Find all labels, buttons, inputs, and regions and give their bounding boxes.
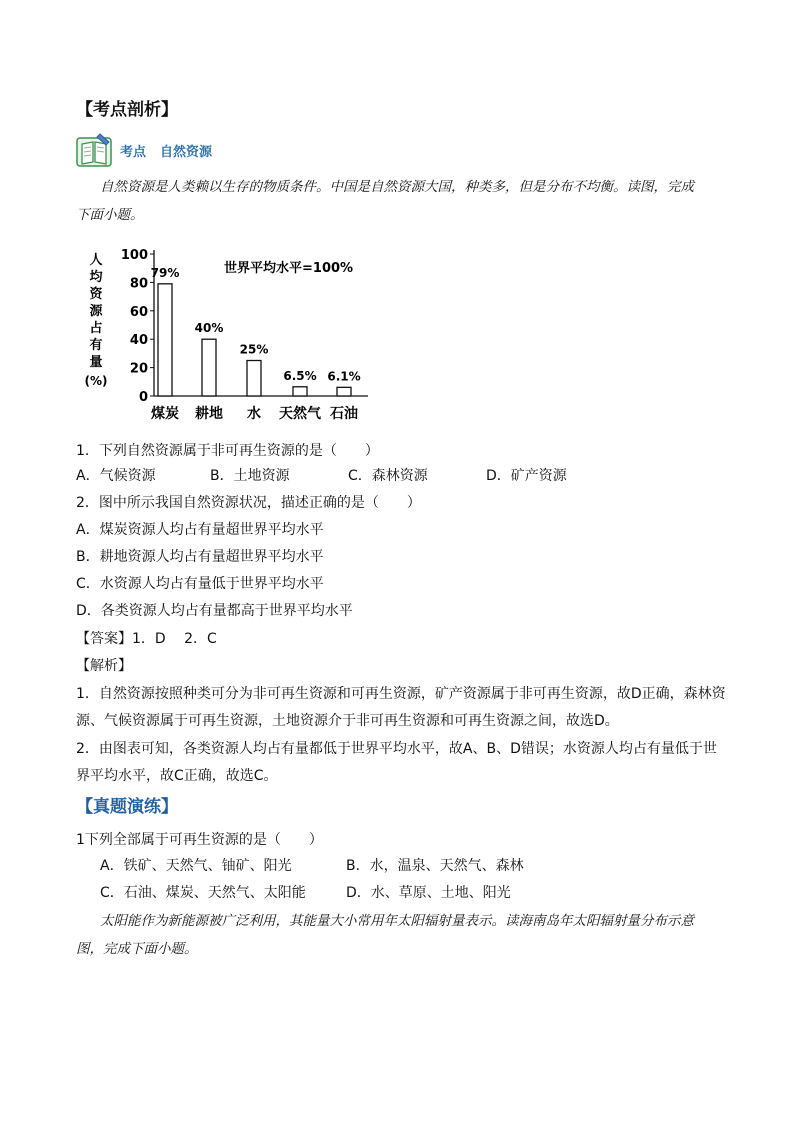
kaodian-tag: 考点	[120, 144, 147, 160]
y-axis-label-char: 有	[89, 338, 103, 353]
q3-option-a: A．铁矿、天然气、铀矿、阳光	[100, 858, 292, 874]
bar	[158, 284, 172, 396]
q3-option-b: B．水，温泉、天然气、森林	[346, 858, 524, 874]
y-axis-label-char: 资	[89, 287, 103, 302]
y-tick-label: 0	[138, 390, 148, 405]
q1-option-b: B．土地资源	[210, 468, 290, 484]
bar-value-label: 79%	[150, 265, 180, 280]
x-tick-label: 煤炭	[151, 406, 179, 422]
y-tick-label: 20	[129, 361, 148, 377]
analysis-p2-line-2: 界平均水平，故C正确，故选C。	[76, 768, 278, 784]
kaodian-header	[76, 132, 212, 168]
analysis-title: 【解析】	[76, 658, 132, 674]
y-axis-label	[85, 253, 108, 388]
q2-stem: 2．图中所示我国自然资源状况，描述正确的是（ ）	[76, 495, 421, 511]
bar	[337, 387, 351, 396]
x-tick-label: 石油	[330, 406, 358, 422]
q2-option-c: C．水资源人均占有量低于世界平均水平	[76, 576, 324, 592]
q3-option-c: C．石油、煤炭、天然气、太阳能	[100, 885, 306, 901]
kaodian-label	[120, 141, 212, 160]
q1-stem: 1．下列自然资源属于非可再生资源的是（ ）	[76, 443, 379, 459]
solar-intro-line-1: 太阳能作为新能源被广泛利用，其能量大小常用年太阳辐射量表示。读海南岛年太阳辐射量分布示意	[100, 913, 694, 929]
analysis-p1-line-1: 1．自然资源按照种类可分为非可再生资源和可再生资源，矿产资源属于非可再生资源，故D正确，森林资	[76, 686, 726, 702]
x-tick-label: 天然气	[279, 406, 321, 422]
intro-line-2: 下面小题。	[76, 207, 144, 223]
kaodian-topic: 自然资源	[160, 144, 213, 160]
section-title-analysis: 【考点剖析】	[76, 100, 178, 120]
y-axis-label-char: 均	[89, 270, 103, 285]
intro-line-1: 自然资源是人类赖以生存的物质条件。中国是自然资源大国，种类多，但是分布不均衡。读图，完成	[100, 179, 694, 195]
bar-value-label: 6.5%	[283, 368, 317, 383]
y-axis-label-char: 源	[89, 304, 103, 319]
chart-annotation: 世界平均水平=100%	[224, 261, 354, 276]
analysis-p1-line-2: 源、气候资源属于可再生资源，土地资源介于非可再生资源和可再生资源之间，故选D。	[76, 713, 619, 729]
y-axis-label-char: 人	[89, 253, 103, 268]
y-axis-label-char: 占	[89, 321, 103, 336]
section-title-practice: 【真题演练】	[76, 797, 178, 817]
bar-value-label: 25%	[239, 342, 269, 357]
bar	[247, 361, 261, 397]
y-tick-label: 100	[120, 248, 148, 263]
analysis-p2-line-1: 2．由图表可知，各类资源人均占有量都低于世界平均水平，故A、B、D错误；水资源人均占有量低于世	[76, 741, 717, 757]
resource-bar-chart	[76, 236, 376, 426]
bar-value-label: 40%	[194, 321, 224, 336]
q2-option-d: D．各类资源人均占有量都高于世界平均水平	[76, 603, 353, 619]
y-tick-label: 40	[129, 333, 148, 349]
q3-stem: 1下列全部属于可再生资源的是（ ）	[76, 832, 323, 848]
q3-option-d: D．水、草原、土地、阳光	[346, 885, 511, 901]
x-tick-label: 耕地	[195, 406, 223, 422]
q1-option-c: C．森林资源	[348, 468, 428, 484]
bar	[202, 339, 216, 396]
q2-option-b: B．耕地资源人均占有量超世界平均水平	[76, 549, 324, 565]
bar-value-label: 6.1%	[327, 369, 361, 384]
book-pencil-icon	[76, 132, 112, 168]
q2-option-a: A．煤炭资源人均占有量超世界平均水平	[76, 522, 324, 538]
q1-option-a: A．气候资源	[76, 468, 156, 484]
x-tick-label: 水	[247, 406, 261, 422]
q1-option-d: D．矿产资源	[486, 468, 567, 484]
solar-intro-line-2: 图，完成下面小题。	[76, 941, 198, 957]
y-tick-label: 80	[129, 276, 148, 292]
answer-line: 【答案】1．D 2．C	[76, 631, 217, 647]
y-tick-label: 60	[129, 304, 148, 320]
y-axis-label-char: 量	[89, 355, 103, 370]
y-axis-unit: (%)	[84, 374, 108, 388]
bar	[293, 387, 307, 396]
